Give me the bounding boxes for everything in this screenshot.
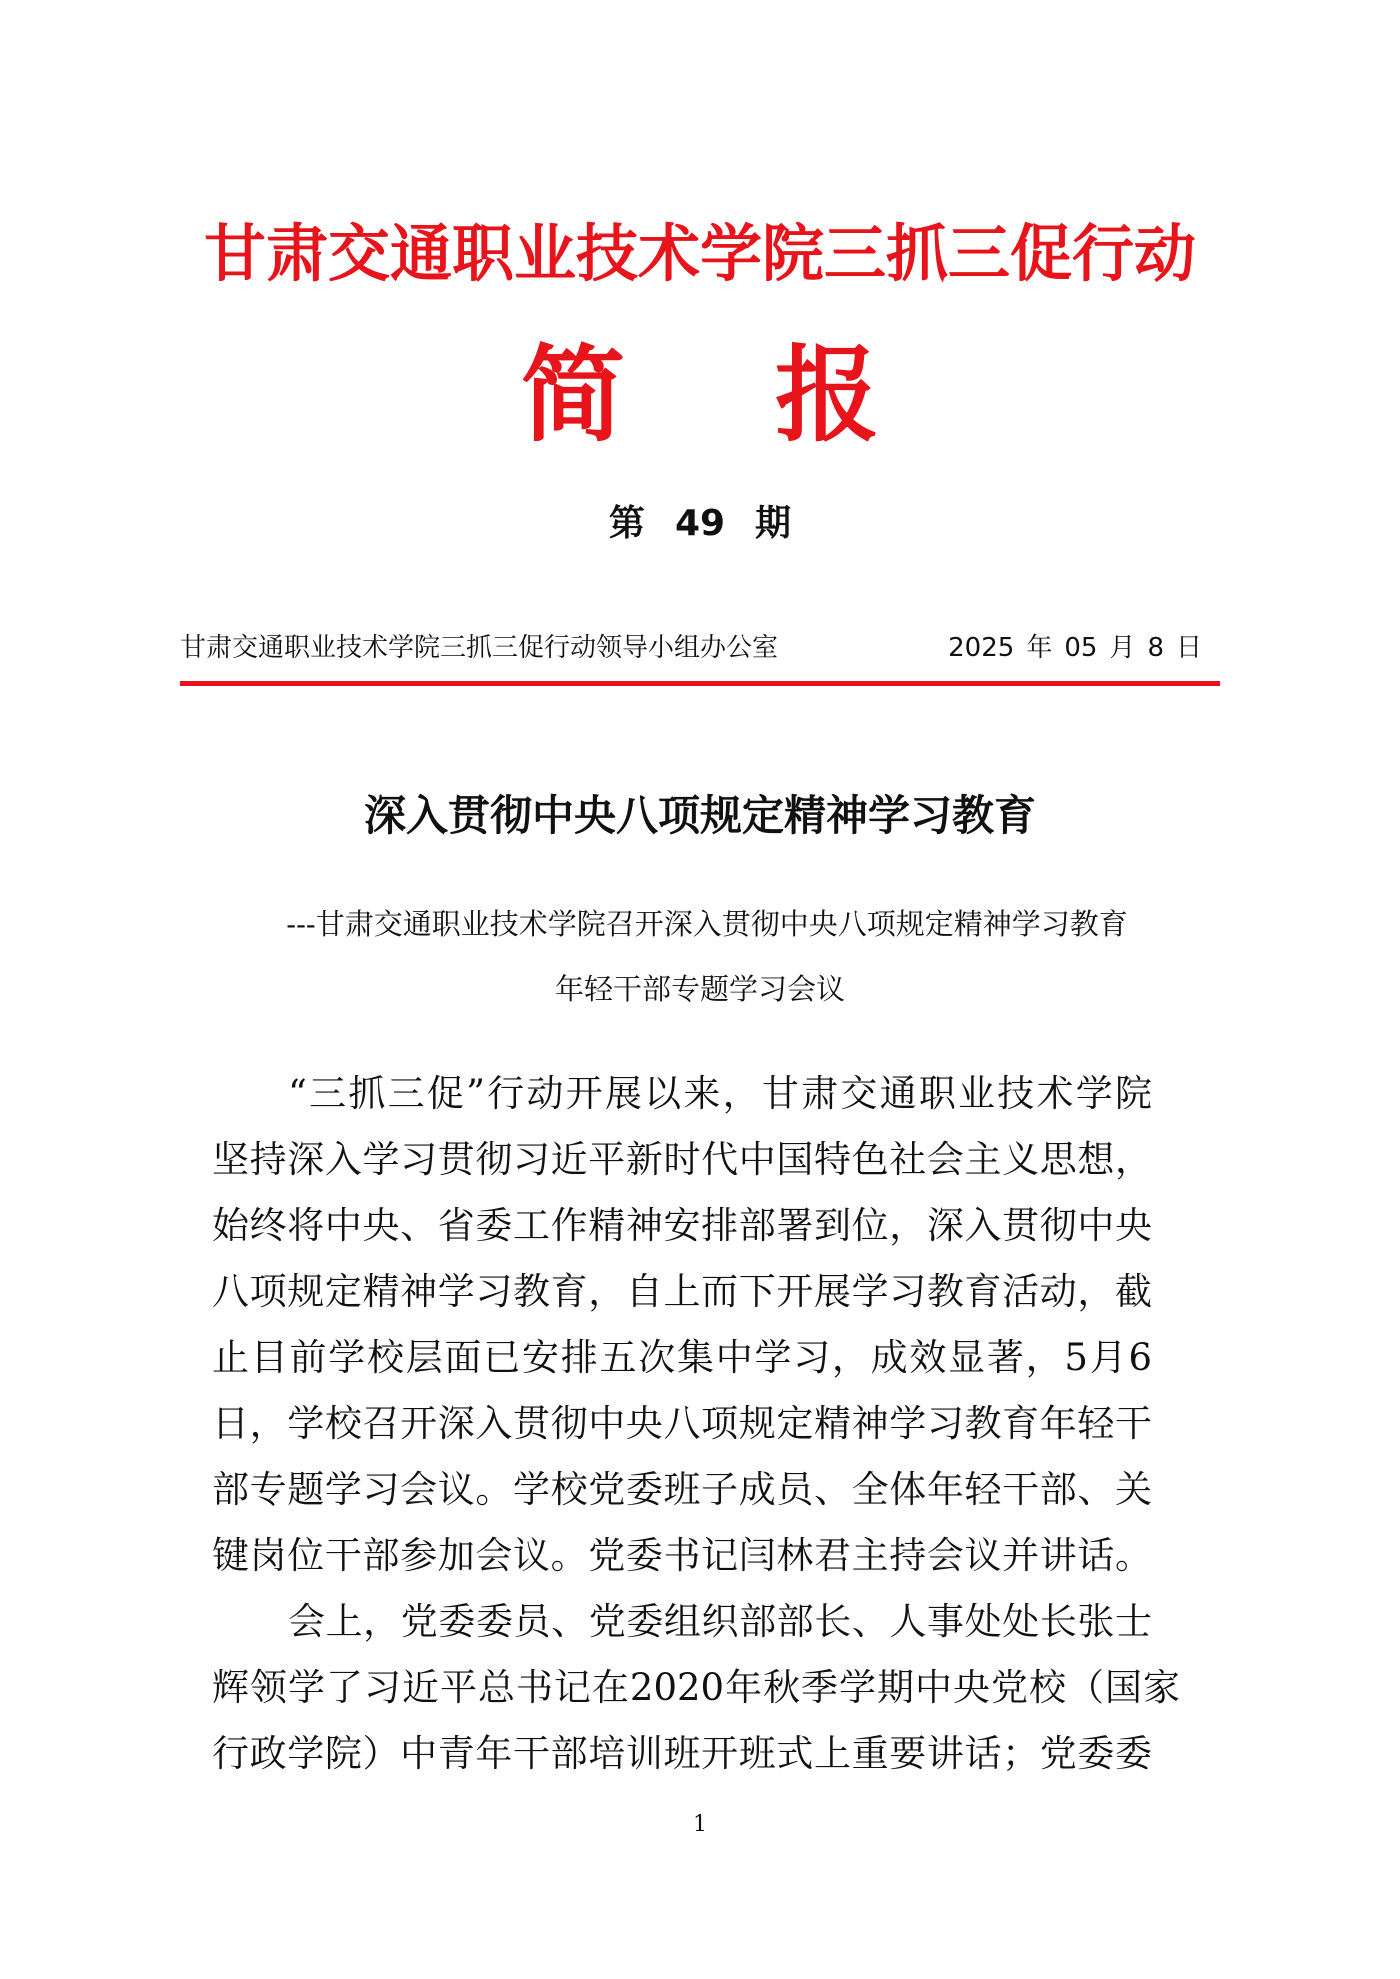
article-subtitle-line-2: 年轻干部专题学习会议 bbox=[554, 972, 845, 1006]
issue-suffix: 期 bbox=[755, 503, 792, 544]
masthead-subtitle-char-1: 简 bbox=[520, 333, 625, 456]
red-divider-rule bbox=[180, 681, 1220, 686]
issue-date bbox=[948, 628, 1202, 668]
issue-day-unit: 日 bbox=[1175, 633, 1202, 663]
issue-number: 49 bbox=[674, 503, 726, 544]
paragraph-1-line: 坚持深入学习贯彻习近平新时代中国特色社会主义思想， bbox=[212, 1138, 1152, 1181]
paragraph-1-line: 日，学校召开深入贯彻中央八项规定精神学习教育年轻干 bbox=[212, 1402, 1152, 1445]
masthead-subtitle bbox=[0, 335, 1400, 455]
paragraph-1-line: 始终将中央、省委工作精神安排部署到位，深入贯彻中央 bbox=[212, 1204, 1152, 1247]
paragraph-2-line: 辉领学了习近平总书记在2020年秋季学期中央党校（国家 bbox=[212, 1666, 1180, 1709]
paragraph-1-line: 止目前学校层面已安排五次集中学习，成效显著，5月6 bbox=[212, 1336, 1152, 1379]
paragraph-1-line: “三抓三促”行动开展以来，甘肃交通职业技术学院 bbox=[288, 1072, 1152, 1115]
paragraph-1-line: 键岗位干部参加会议。党委书记闫林君主持会议并讲话。 bbox=[212, 1534, 1152, 1577]
masthead-title: 甘肃交通职业技术学院三抓三促行动 bbox=[203, 217, 1196, 290]
paragraph-2-line: 会上，党委委员、党委组织部部长、人事处处长张士 bbox=[288, 1600, 1152, 1643]
issue-prefix: 第 bbox=[608, 503, 645, 544]
page-number: 1 bbox=[693, 1812, 707, 1837]
issue-month-unit: 月 bbox=[1109, 633, 1136, 663]
issue-year: 2025 bbox=[948, 633, 1015, 663]
article-title: 深入贯彻中央八项规定精神学习教育 bbox=[363, 791, 1036, 840]
paragraph-1-line: 部专题学习会议。学校党委班子成员、全体年轻干部、关 bbox=[212, 1468, 1152, 1511]
paragraph-2-line: 行政学院）中青年干部培训班开班式上重要讲话；党委委 bbox=[212, 1732, 1152, 1775]
issue-day: 8 bbox=[1147, 633, 1164, 663]
masthead-subtitle-char-2: 报 bbox=[775, 333, 880, 456]
paragraph-1-line: 八项规定精神学习教育，自上而下开展学习教育活动，截 bbox=[212, 1270, 1152, 1313]
issue-month: 05 bbox=[1064, 633, 1098, 663]
issuing-office: 甘肃交通职业技术学院三抓三促行动领导小组办公室 bbox=[180, 633, 779, 663]
issue-number-line bbox=[0, 500, 1400, 548]
issue-year-unit: 年 bbox=[1026, 633, 1053, 663]
article-subtitle-line-1: ---甘肃交通职业技术学院召开深入贯彻中央八项规定精神学习教育 bbox=[286, 907, 1128, 941]
